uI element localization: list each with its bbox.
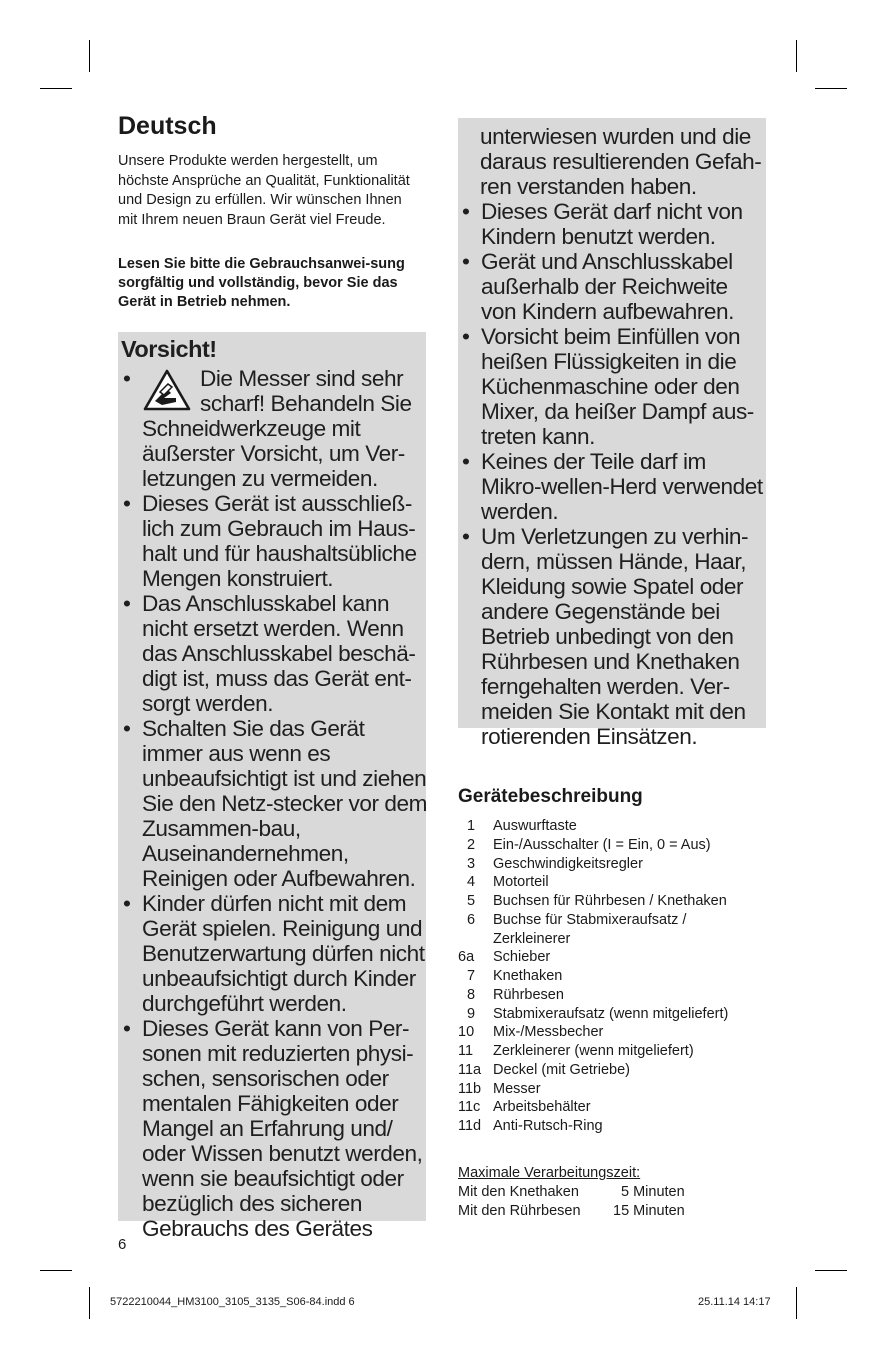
part-row	[458, 1005, 788, 1024]
caution-title: Vorsicht!	[121, 336, 217, 362]
part-row	[458, 836, 788, 855]
caution-item-text: Die Messer sind sehr scharf! Behandeln Sie Schneidwerkzeuge mit äußerster Vorsicht, um Ver-letzungen zu vermeiden.	[142, 366, 412, 491]
caution-item-text: Dieses Gerät darf nicht von Kindern benutzt werden.	[481, 199, 743, 249]
bullet: •	[123, 366, 131, 391]
part-label: Zerkleinerer (wenn mitgeliefert)	[493, 1043, 694, 1059]
part-number: 9	[467, 1005, 476, 1022]
part-row	[458, 1061, 788, 1080]
bullet: •	[123, 491, 131, 516]
part-label: Ein-/Ausschalter (I = Ein, 0 = Aus)	[493, 836, 711, 853]
caution-item	[121, 1016, 427, 1241]
part-number: 11c	[458, 1099, 481, 1116]
caution-item-text: Gerät und Anschlusskabel außerhalb der Reichweite von Kindern aufbewahren.	[481, 249, 734, 324]
caution-right-column	[460, 124, 768, 749]
crop-mark	[796, 1287, 797, 1319]
caution-item-text: Dieses Gerät ist ausschließ-lich zum Gebrauch im Haus-halt und für haushaltsübliche Mengen konstruiert.	[142, 491, 417, 591]
part-label: Deckel (mit Getriebe)	[493, 1061, 630, 1078]
part-number: 11d	[458, 1118, 482, 1134]
caution-item	[121, 366, 427, 491]
part-number: 11b	[458, 1080, 482, 1097]
part-number: 8	[467, 986, 476, 1003]
part-label: Stabmixeraufsatz (wenn mitgeliefert)	[493, 1005, 729, 1022]
part-label: Messer	[493, 1080, 541, 1097]
caution-item	[121, 491, 427, 591]
bullet: •	[123, 591, 131, 616]
crop-mark	[40, 1270, 72, 1271]
caution-item	[121, 891, 427, 1016]
bullet: •	[123, 1016, 131, 1041]
part-label: Schieber	[493, 949, 551, 966]
part-row	[458, 1098, 788, 1117]
part-label: Mix-/Messbecher	[493, 1024, 604, 1041]
caution-item	[460, 449, 768, 524]
bullet: •	[123, 716, 131, 741]
part-label: Knethaken	[493, 968, 563, 984]
bullet: •	[462, 324, 470, 349]
part-number: 4	[467, 874, 476, 891]
part-number: 11a	[458, 1061, 482, 1078]
part-label: Zerkleinerer	[493, 930, 571, 947]
time-row	[458, 1183, 685, 1202]
part-row	[458, 1117, 788, 1136]
caution-item	[121, 591, 427, 716]
part-row	[458, 986, 788, 1005]
caution-item-text: Vorsicht beim Einfüllen von heißen Flüssigkeiten in die Küchenmaschine oder den Mixer, da heißer Dampf aus-treten kann.	[481, 324, 754, 449]
part-label: Motorteil	[493, 874, 549, 891]
caution-item-text: Schalten Sie das Gerät immer aus wenn es unbeaufsichtigt ist und ziehen Sie den Netz-stecker vor dem Zusammen-bau, Auseinandernehmen, Reinigen oder Aufbewahren.	[142, 716, 428, 891]
bullet: •	[462, 449, 470, 474]
part-number: 6a	[458, 949, 475, 966]
footer-file: 5722210044_HM3100_3105_3135_S06-84.indd 6	[110, 1296, 355, 1308]
bullet: •	[462, 199, 470, 224]
part-label: Auswurftaste	[493, 818, 577, 834]
crop-mark	[89, 1287, 90, 1319]
caution-item	[460, 524, 768, 749]
part-label: Buchse für Stabmixeraufsatz /	[493, 911, 687, 928]
max-processing-time	[458, 1164, 685, 1221]
time-value: 5 Minuten	[621, 1184, 685, 1200]
crop-mark	[815, 1270, 847, 1271]
part-label: Buchsen für Rührbesen / Knethaken	[493, 893, 727, 909]
caution-item-text: Das Anschlusskabel kann nicht ersetzt werden. Wenn das Anschlusskabel beschä-digt ist, muss das Gerät ent-sorgt werden.	[142, 591, 416, 716]
part-label: Geschwindigkeitsregler	[493, 855, 643, 872]
caution-left-column	[121, 337, 427, 1241]
caution-item	[121, 716, 427, 891]
part-label: Rührbesen	[493, 986, 564, 1003]
bullet: •	[123, 891, 131, 916]
crop-mark	[815, 88, 847, 89]
caution-item-text: Keines der Teile darf im Mikro-wellen-Herd verwendet werden.	[481, 449, 763, 524]
caution-list-left	[121, 491, 427, 1241]
caution-item	[460, 324, 768, 449]
part-row	[458, 930, 788, 949]
time-row	[458, 1202, 685, 1221]
part-number: 10	[458, 1024, 475, 1041]
crop-mark	[40, 88, 72, 89]
part-row	[458, 1042, 788, 1061]
part-label: Arbeitsbehälter	[493, 1099, 591, 1116]
max-time-heading: Maximale Verarbeitungszeit:	[458, 1165, 641, 1181]
part-number: 6	[467, 911, 476, 928]
caution-item	[460, 199, 768, 249]
part-row	[458, 967, 788, 986]
description-title: Gerätebeschreibung	[458, 786, 643, 807]
crop-mark	[89, 40, 90, 72]
caution-item-text: Um Verletzungen zu verhin-dern, müssen Hände, Haar, Kleidung sowie Spatel oder andere Gegenstände bei Betrieb unbedingt von den Rührbesen und Knethaken ferngehalten werden. Ver-meiden Sie Kontakt mit den rotierenden Einsätzen.	[481, 524, 749, 749]
time-value: 15 Minuten	[613, 1203, 685, 1219]
caution-list-right	[460, 199, 768, 749]
part-row	[458, 817, 788, 836]
bullet: •	[462, 249, 470, 274]
intro-text: Unsere Produkte werden hergestellt, um höchste Ansprüche an Qualität, Funktionalität und Design zu erfüllen. Wir wünschen Ihnen mit Ihrem neuen Braun Gerät viel Freude.	[118, 153, 410, 228]
part-label: Anti-Rutsch-Ring	[493, 1118, 603, 1134]
intro-bold-text: Lesen Sie bitte die Gebrauchsanwei-sung sorgfältig und vollständig, bevor Sie das Gerät in Betrieb nehmen.	[118, 256, 405, 310]
part-number: 2	[467, 836, 476, 853]
time-label: Mit den Rührbesen	[458, 1203, 581, 1219]
sharp-blade-warning-icon	[142, 368, 200, 414]
part-number: 11	[458, 1043, 474, 1059]
caution-item-text: Kinder dürfen nicht mit dem Gerät spielen. Reinigung und Benutzerwartung dürfen nicht unbeaufsichtigt durch Kinder durchgeführt werden.	[142, 891, 425, 1016]
part-row	[458, 873, 788, 892]
part-row	[458, 911, 788, 930]
bullet: •	[462, 524, 470, 549]
caution-item-text: Dieses Gerät kann von Per-sonen mit reduzierten physi-schen, sensorischen oder mentalen Fähigkeiten oder Mangel an Erfahrung und/ oder Wissen benutzt werden, wenn sie beaufsichtigt oder bezüglich des sicheren Gebrauchs des Gerätes	[142, 1016, 423, 1241]
parts-list	[458, 817, 788, 1136]
part-row	[458, 948, 788, 967]
part-number	[458, 930, 493, 949]
footer-datetime: 25.11.14 14:17	[698, 1296, 771, 1308]
caution-continuation: unterwiesen wurden und die daraus resultierenden Gefah-ren verstanden haben.	[480, 124, 762, 199]
part-number: 7	[467, 968, 476, 984]
part-number: 1	[467, 818, 476, 834]
part-number: 5	[467, 893, 476, 909]
page-number: 6	[118, 1236, 127, 1253]
part-row	[458, 855, 788, 874]
part-number: 3	[467, 855, 476, 872]
part-row	[458, 892, 788, 911]
part-row	[458, 1080, 788, 1099]
page-heading: Deutsch	[118, 112, 217, 140]
caution-item	[460, 249, 768, 324]
part-row	[458, 1023, 788, 1042]
time-label: Mit den Knethaken	[458, 1184, 579, 1200]
crop-mark	[796, 40, 797, 72]
